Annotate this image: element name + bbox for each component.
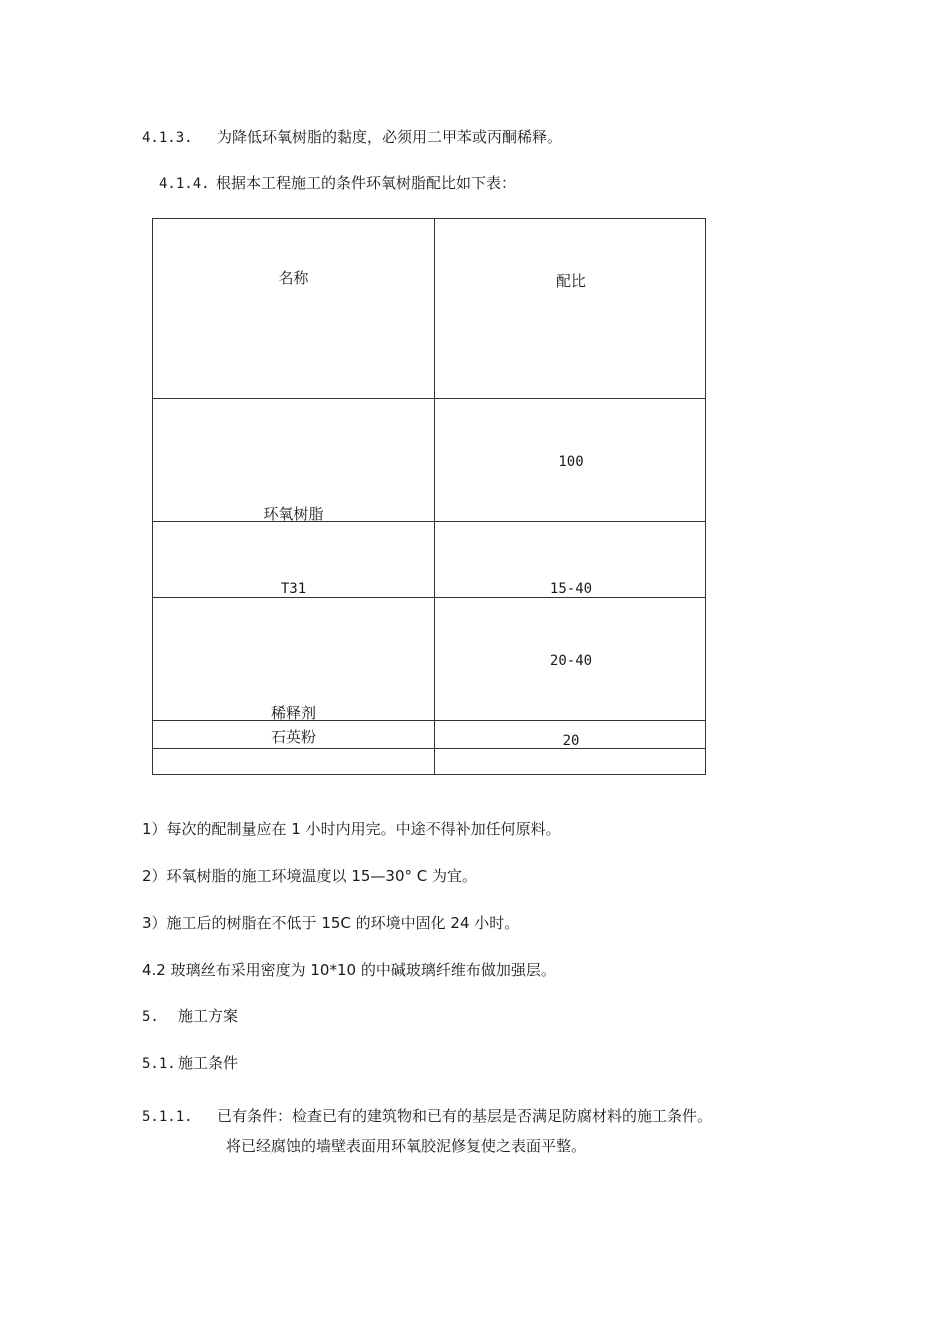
note-item: 1）每次的配制量应在 1 小时内用完。中途不得补加任何原料。 <box>142 820 561 838</box>
section-title: 施工条件 <box>178 1054 239 1072</box>
paragraph-text: 为降低环氧树脂的黏度，必须用二甲苯或丙酮稀释。 <box>217 128 563 146</box>
section-number: 4.1.3. <box>142 130 193 146</box>
section-number: 5. <box>142 1009 159 1025</box>
table-header-name: 名称 <box>278 269 309 287</box>
table-cell-ratio: 20-40 <box>549 653 593 669</box>
table-cell-name: 环氧树脂 <box>263 505 324 523</box>
row-divider <box>153 398 705 399</box>
table-cell-name: 稀释剂 <box>270 704 316 722</box>
table-cell-ratio: 15-40 <box>549 581 593 597</box>
table-cell-ratio: 100 <box>558 454 584 470</box>
section-number: 5.1. <box>142 1056 176 1072</box>
paragraph-text: 已有条件：检查已有的建筑物和已有的基层是否满足防腐材料的施工条件。 <box>217 1107 713 1125</box>
paragraph-text: 根据本工程施工的条件环氧树脂配比如下表： <box>216 174 517 192</box>
table-cell-name: 石英粉 <box>270 728 316 746</box>
note-item: 3）施工后的树脂在不低于 15C 的环境中固化 24 小时。 <box>142 914 520 932</box>
table-header-ratio: 配比 <box>555 272 586 290</box>
ratio-table <box>152 218 706 775</box>
section-number: 5.1.1. <box>142 1109 193 1125</box>
paragraph-text: 4.2 玻璃丝布采用密度为 10*10 的中碱玻璃纤维布做加强层。 <box>142 961 556 979</box>
table-cell-name: T31 <box>280 581 307 597</box>
section-title: 施工方案 <box>178 1007 239 1025</box>
section-number: 4.1.4. <box>159 176 210 192</box>
table-cell-ratio: 20 <box>562 733 580 749</box>
column-divider <box>434 219 435 774</box>
note-item: 2）环氧树脂的施工环境温度以 15—30° C 为宜。 <box>142 867 477 885</box>
paragraph-text: 将已经腐蚀的墙壁表面用环氧胶泥修复使之表面平整。 <box>226 1137 587 1155</box>
